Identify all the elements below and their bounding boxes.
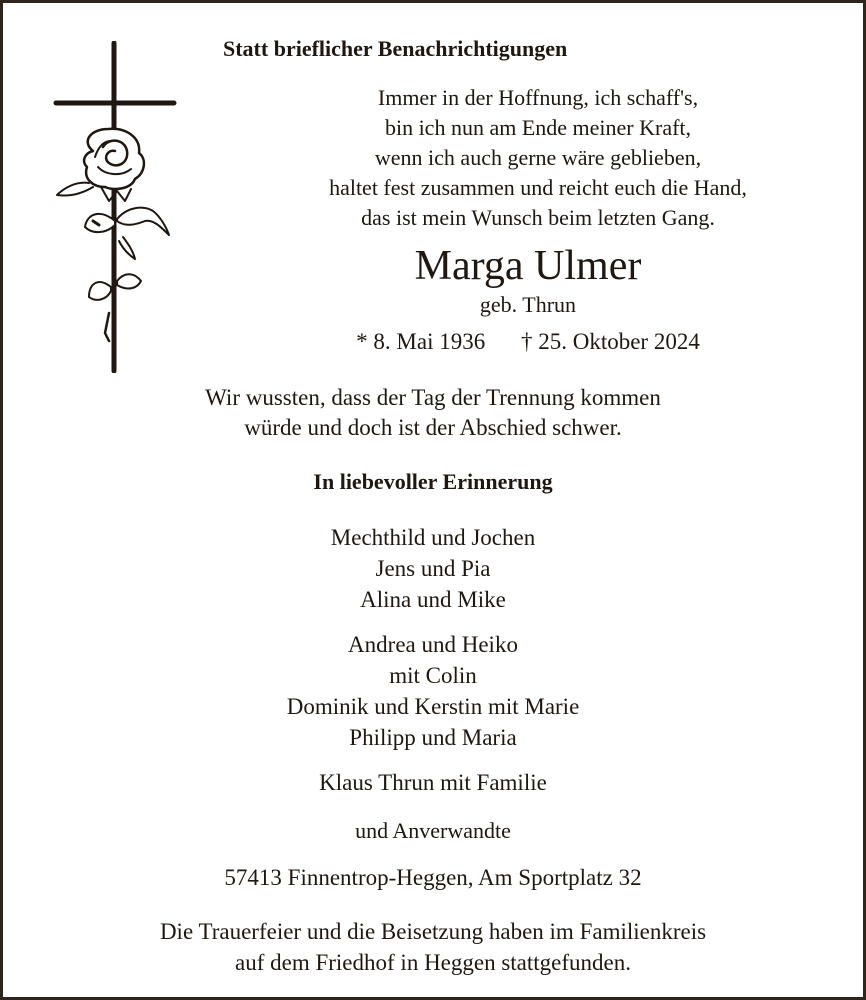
quote-line: würde und doch ist der Abschied schwer. [244,415,622,440]
mourner-line: Philipp und Maria [349,725,517,750]
mourners-group-2 [3,629,863,753]
mourner-line: Alina und Mike [360,587,506,612]
poem-line: wenn ich auch gerne wäre geblieben, [374,145,702,170]
mourner-line: Mechthild und Jochen [330,525,536,550]
poem-line: Immer in der Hoffnung, ich schaff's, [377,85,699,110]
poem [263,83,813,233]
remembrance-heading: In liebevoller Erinnerung [313,469,553,494]
poem-line: das ist mein Wunsch beim letzten Gang. [361,205,715,230]
mourners-group-1 [3,522,863,615]
birth-date: * 8. Mai 1936 [356,329,486,354]
service-note [3,916,863,978]
mourner-line: Dominik und Kerstin mit Marie [286,694,580,719]
service-line: Die Trauerfeier und die Beisetzung haben im Familienkreis [159,919,707,944]
poem-line: bin ich nun am Ende meiner Kraft, [384,115,692,140]
mourner-line: Klaus Thrun mit Familie [319,770,547,795]
poem-line: haltet fest zusammen und reicht euch die Hand, [329,175,747,200]
mourner-line: Jens und Pia [375,556,491,581]
maiden-name: geb. Thrun [479,292,577,317]
address: 57413 Finnentrop-Heggen, Am Sportplatz 32 [224,865,642,890]
deceased-name: Marga Ulmer [414,243,642,289]
mourner-line: mit Colin [389,663,477,688]
service-line: auf dem Friedhof in Heggen stattgefunden. [235,950,631,975]
relatives-line: und Anverwandte [355,818,511,843]
life-dates [303,329,753,355]
farewell-quote [3,383,863,443]
death-date: † 25. Oktober 2024 [520,329,700,354]
cross-with-rose-icon [53,41,178,373]
quote-line: Wir wussten, dass der Tag der Trennung kommen [205,385,661,410]
mourners-group-3 [3,767,863,798]
notice-header: Statt brieflicher Benachrichtigungen [223,36,568,61]
mourner-line: Andrea und Heiko [348,632,518,657]
